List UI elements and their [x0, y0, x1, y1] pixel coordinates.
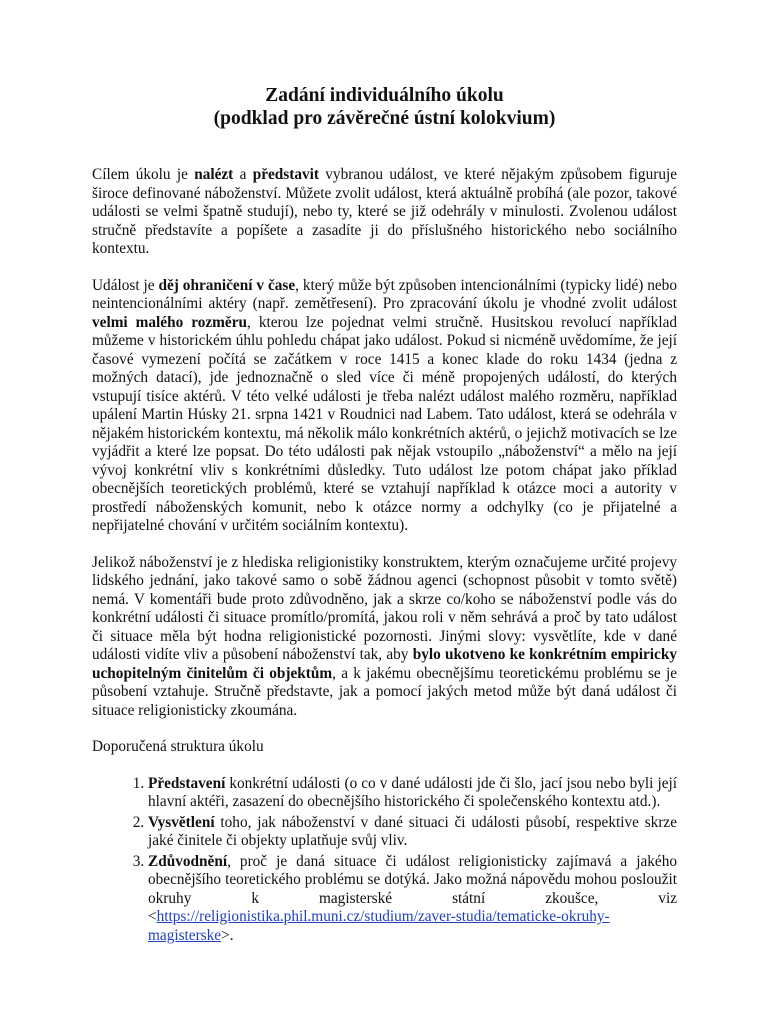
text: Cílem úkolu je: [92, 166, 195, 183]
title-line-1: Zadání individuálního úkolu: [265, 85, 504, 106]
bold-text: představit: [252, 166, 319, 183]
exam-topics-link[interactable]: https://religionistika.phil.muni.cz/studium/zaver-studia/tematicke-okruhy-magisterske: [148, 908, 610, 944]
bold-text: Vysvětlení: [148, 813, 215, 831]
list-item: [148, 814, 677, 851]
list-item: [148, 853, 677, 946]
list-item: [148, 775, 677, 812]
text: >.: [221, 926, 234, 944]
text: a: [233, 166, 253, 183]
bold-text: Představení: [148, 774, 226, 792]
document-page: [92, 84, 677, 947]
paragraph-goal: [92, 166, 677, 259]
text: Událost je: [92, 276, 159, 294]
bold-text: velmi malého rozměru: [92, 313, 248, 331]
text: konkrétní události (o co v dané události jde či šlo, jací jsou nebo byli její hlavní aktéři, zasazení do obecnějšího historického či společenského kontextu atd.).: [148, 774, 677, 810]
bold-text: Zdůvodnění: [148, 852, 228, 870]
title-line-2: (podklad pro závěrečné ústní kolokvium): [213, 108, 556, 129]
document-title: [92, 84, 677, 130]
text: , proč je daná situace či událost religionisticky zajímavá a jakého obecnějšího teoretického problému se dotýká. Jako možná nápovědu mohou posloužit okruhy k magisterské státní zkoušce, viz <: [148, 852, 677, 925]
text: vybranou událost, ve které nějakým způsobem figuruje široce definované náboženství. Můžete zvolit událost, která aktuálně probíhá (ale pozor, takové události se velmi špatně studují), nebo ty, které se již odehrály v minulosti. Zvolenou událost stručně představíte a popíšete a zasadíte ji do příslušného historického nebo sociálního kontextu.: [92, 166, 678, 257]
bold-text: bylo ukotveno ke konkrétním empiricky uchopitelným činitelům či objektům: [92, 646, 677, 682]
paragraph-event: [92, 277, 677, 536]
bold-text: nalézt: [194, 166, 234, 183]
bold-text: děj ohraničení v čase: [158, 276, 296, 294]
text: , který může být způsoben intencionálními (typicky lidé) nebo neintencionálními aktéry (např. zemětřesení). Pro zpracování úkolu je vhodné zvolit událost: [92, 276, 677, 312]
structure-heading: Doporučená struktura úkolu: [92, 738, 264, 755]
text: , kterou lze pojednat velmi stručně. Husitskou revolucí například můžeme v historickém úhlu pohledu chápat jako událost. Pokud si nicméně uvědomíme, že její časové vymezení počítá se začátkem v roce 1415 a konec klade do roku 1434 (jedna z možných datací), jde jednoznačně o sled více či méně propojených událostí, do kterých vstupují tisíce aktérů. V této velké události je třeba nalézt událost malého rozměru, například upálení Martin Húsky 21. srpna 1421 v Roudnici nad Labem. Tato událost, která se odehrála v nějakém historickém kontextu, má několik málo konkrétních aktérů, o jejichž motivacích se lze vyjádřit a které lze popsat. Do této události pak nějak vstoupilo „náboženství“ a mělo na její vývoj konkrétní vliv s konkrétními důsledky. Tuto událost lze potom chápat jako příklad obecnějších teoretických problémů, které se vztahují například k otázce moci a autority v prostředí náboženských komunit, nebo k otázce normy a odchylky (co je přijatelné a nepřijatelné chování v určitém sociálním kontextu).: [92, 313, 678, 534]
text: Jelikož náboženství je z hlediska religionistiky konstruktem, kterým označujeme určité projevy lidského jednání, jako takové samo o sobě žádnou agenci (schopnost působit v tomto světě) nemá. V komentáři bude proto zdůvodněno, jak a skrze co/koho se náboženství podle vás do konkrétní události či situace promítlo/promítá, jakou roli v něm sehrává a proč by tato událost či situace měla být hodna religionistické pozornosti. Jinými slovy: vysvětlíte, kde v dané události vidíte vliv a působení náboženství tak, aby: [92, 553, 677, 663]
structure-list: [92, 775, 677, 946]
text: , a k jakému obecnějšímu teoretickému problému se je působení vztahuje. Stručně představte, jak a pomocí jakých metod může být daná událost či situace religionisticky zkoumána.: [92, 664, 678, 719]
paragraph-religion: [92, 554, 677, 721]
text: toho, jak náboženství v dané situaci či události působí, respektive skrze jaké činitele či objekty uplatňuje svůj vliv.: [148, 813, 677, 849]
